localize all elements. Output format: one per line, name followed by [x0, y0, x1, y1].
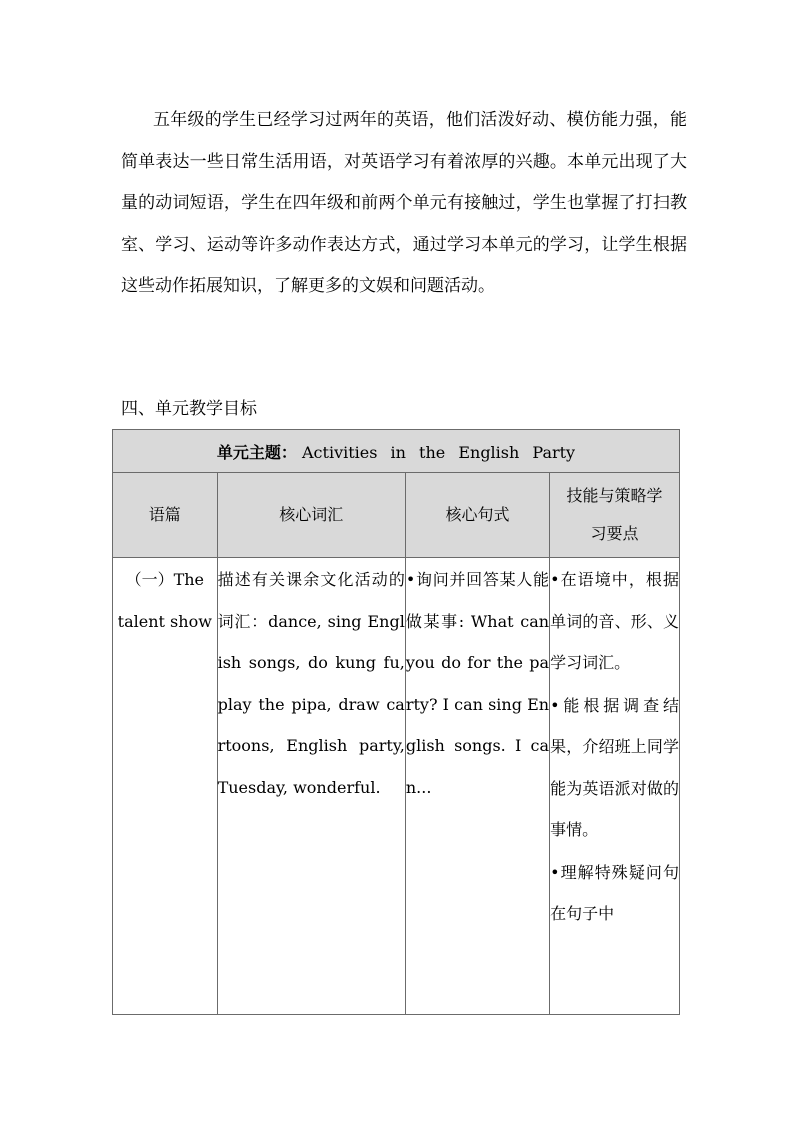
- skills-point-2: •能根据调查结果，介绍班上同学能为英语派对做的事情。: [550, 695, 679, 839]
- header-skills-strategies-text: 技能与策略学习要点: [566, 486, 663, 543]
- table-title-row: [113, 430, 680, 473]
- sentences-text: •询问并回答某人能做某事: What can you do for the party? I can sing English songs. I can...: [405, 570, 550, 797]
- unit-theme-label: 单元主题：: [216, 442, 297, 462]
- section-heading-unit-goals: 四、单元教学目标: [121, 399, 257, 419]
- header-core-sentences: 核心句式: [405, 473, 549, 558]
- unit-theme-value: Activities in the English Party: [302, 442, 576, 462]
- lesson-text: （一）The talent show: [117, 570, 212, 631]
- unit-theme-cell: [113, 430, 680, 473]
- skills-cell: [550, 558, 680, 1015]
- student-analysis-paragraph: 五年级的学生已经学习过两年的英语，他们活泼好动、模仿能力强，能简单表达一些日常生活用语，对英语学习有着浓厚的兴趣。本单元出现了大量的动词短语，学生在四年级和前两个单元有接触过，学生也掌握了打扫教室、学习、运动等许多动作表达方式，通过学习本单元的学习，让学生根据这些动作拓展知识，了解更多的文娱和问题活动。: [121, 110, 687, 296]
- header-lesson: 语篇: [113, 473, 218, 558]
- header-core-vocabulary: 核心词汇: [217, 473, 405, 558]
- skills-point-1: •在语境中，根据单词的音、形、义学习词汇。: [550, 570, 679, 672]
- skills-point-3: •理解特殊疑问句在句子中: [550, 862, 679, 923]
- lesson-cell: [113, 558, 218, 1015]
- vocabulary-text: 描述有关课余文化活动的词汇：dance, sing English songs, do kung fu, play the pipa, draw cartoons, English party, Tuesday, wonderful.: [217, 570, 405, 797]
- table-row: [113, 558, 680, 1015]
- unit-goals-table: [112, 429, 680, 1015]
- sentences-cell: [405, 558, 549, 1015]
- table-header-row: [113, 473, 680, 558]
- vocabulary-cell: [217, 558, 405, 1015]
- header-skills-strategies: [550, 473, 680, 558]
